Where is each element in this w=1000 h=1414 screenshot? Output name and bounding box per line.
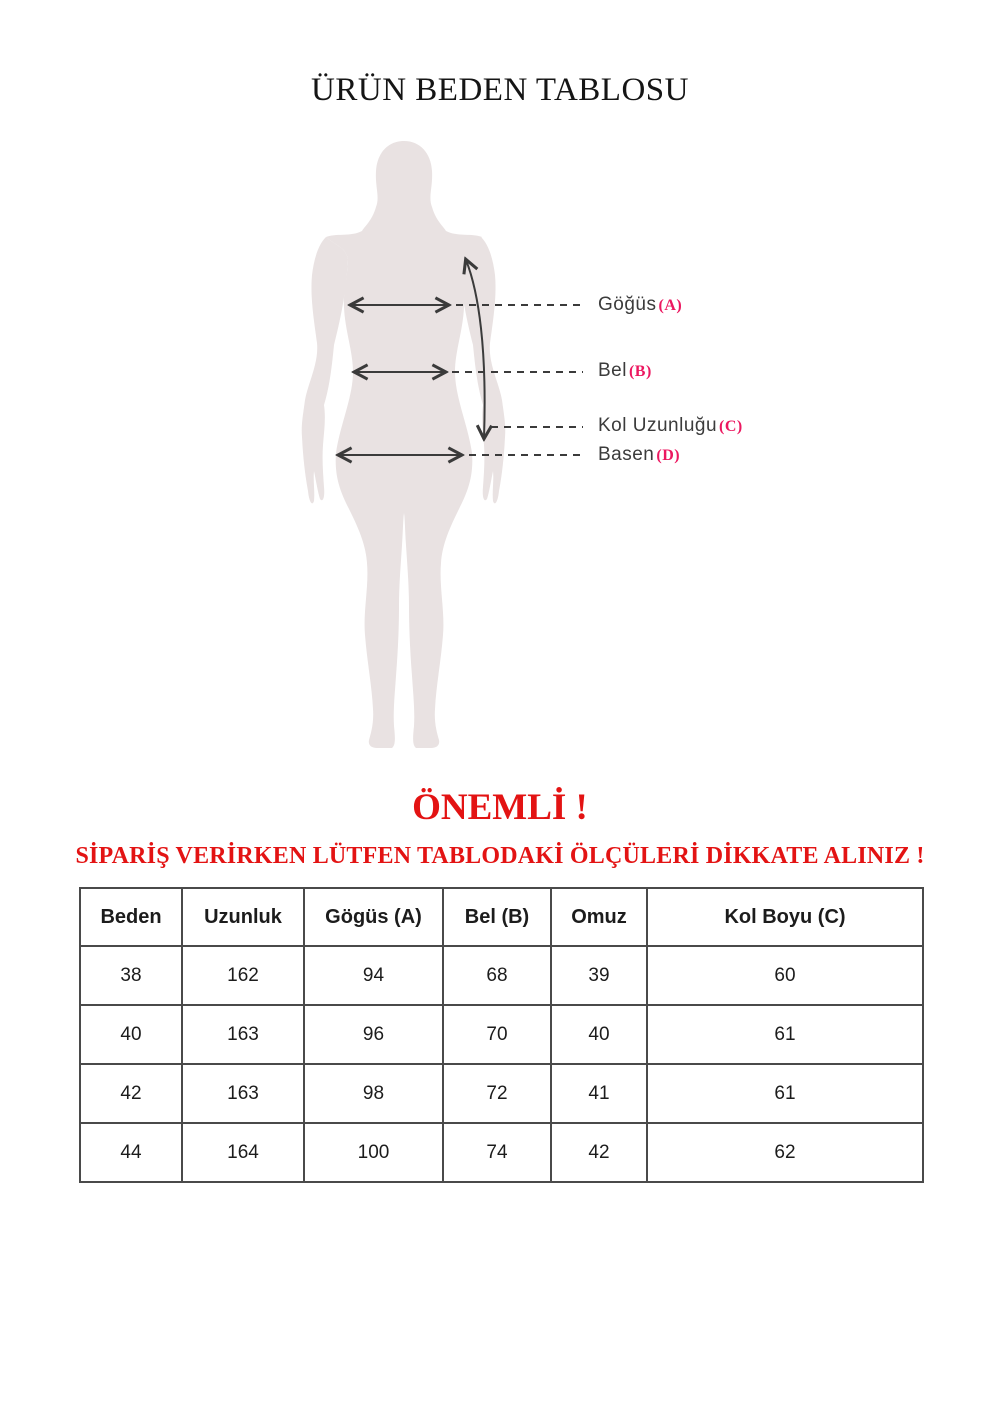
table-cell: 163 bbox=[182, 1064, 304, 1123]
body-measurement-diagram bbox=[290, 135, 750, 750]
table-row bbox=[80, 946, 923, 1005]
table-cell: 164 bbox=[182, 1123, 304, 1182]
column-header: Omuz bbox=[551, 888, 647, 946]
table-cell: 162 bbox=[182, 946, 304, 1005]
table-cell: 42 bbox=[80, 1064, 182, 1123]
table-cell: 40 bbox=[551, 1005, 647, 1064]
table-cell: 40 bbox=[80, 1005, 182, 1064]
table-cell: 61 bbox=[647, 1064, 923, 1123]
column-header: Kol Boyu (C) bbox=[647, 888, 923, 946]
warning-message: SİPARİŞ VERİRKEN LÜTFEN TABLODAKİ ÖLÇÜLERİ DİKKATE ALINIZ ! bbox=[75, 843, 925, 869]
table-cell: 44 bbox=[80, 1123, 182, 1182]
table-cell: 60 bbox=[647, 946, 923, 1005]
table-cell: 62 bbox=[647, 1123, 923, 1182]
hip-label bbox=[598, 444, 680, 466]
waist-label bbox=[598, 360, 652, 382]
table-cell: 96 bbox=[304, 1005, 443, 1064]
size-table bbox=[79, 887, 924, 1183]
size-table-body bbox=[80, 946, 923, 1182]
column-header: Beden bbox=[80, 888, 182, 946]
size-table-header-row bbox=[80, 888, 923, 946]
table-cell: 39 bbox=[551, 946, 647, 1005]
bust-label-text: Göğüs bbox=[598, 294, 657, 315]
column-header: Bel (B) bbox=[443, 888, 551, 946]
table-row bbox=[80, 1123, 923, 1182]
table-cell: 74 bbox=[443, 1123, 551, 1182]
column-header: Uzunluk bbox=[182, 888, 304, 946]
table-cell: 100 bbox=[304, 1123, 443, 1182]
arm-length-label-code: (C) bbox=[719, 418, 743, 435]
female-silhouette-figure bbox=[302, 141, 506, 748]
table-row bbox=[80, 1005, 923, 1064]
hip-label-text: Basen bbox=[598, 444, 655, 465]
table-cell: 68 bbox=[443, 946, 551, 1005]
table-cell: 72 bbox=[443, 1064, 551, 1123]
arm-length-label bbox=[598, 415, 743, 437]
table-cell: 94 bbox=[304, 946, 443, 1005]
table-cell: 70 bbox=[443, 1005, 551, 1064]
waist-label-code: (B) bbox=[628, 363, 652, 380]
table-cell: 41 bbox=[551, 1064, 647, 1123]
table-row bbox=[80, 1064, 923, 1123]
table-cell: 61 bbox=[647, 1005, 923, 1064]
bust-label bbox=[598, 294, 682, 316]
waist-label-text: Bel bbox=[598, 360, 627, 381]
hip-label-code: (D) bbox=[656, 447, 681, 464]
table-cell: 98 bbox=[304, 1064, 443, 1123]
page-title: ÜRÜN BEDEN TABLOSU bbox=[311, 72, 689, 108]
warning-heading: ÖNEMLİ ! bbox=[412, 787, 588, 828]
column-header: Gögüs (A) bbox=[304, 888, 443, 946]
arm-length-label-text: Kol Uzunluğu bbox=[598, 415, 718, 436]
bust-label-code: (A) bbox=[658, 297, 683, 314]
table-cell: 163 bbox=[182, 1005, 304, 1064]
table-cell: 38 bbox=[80, 946, 182, 1005]
table-cell: 42 bbox=[551, 1123, 647, 1182]
